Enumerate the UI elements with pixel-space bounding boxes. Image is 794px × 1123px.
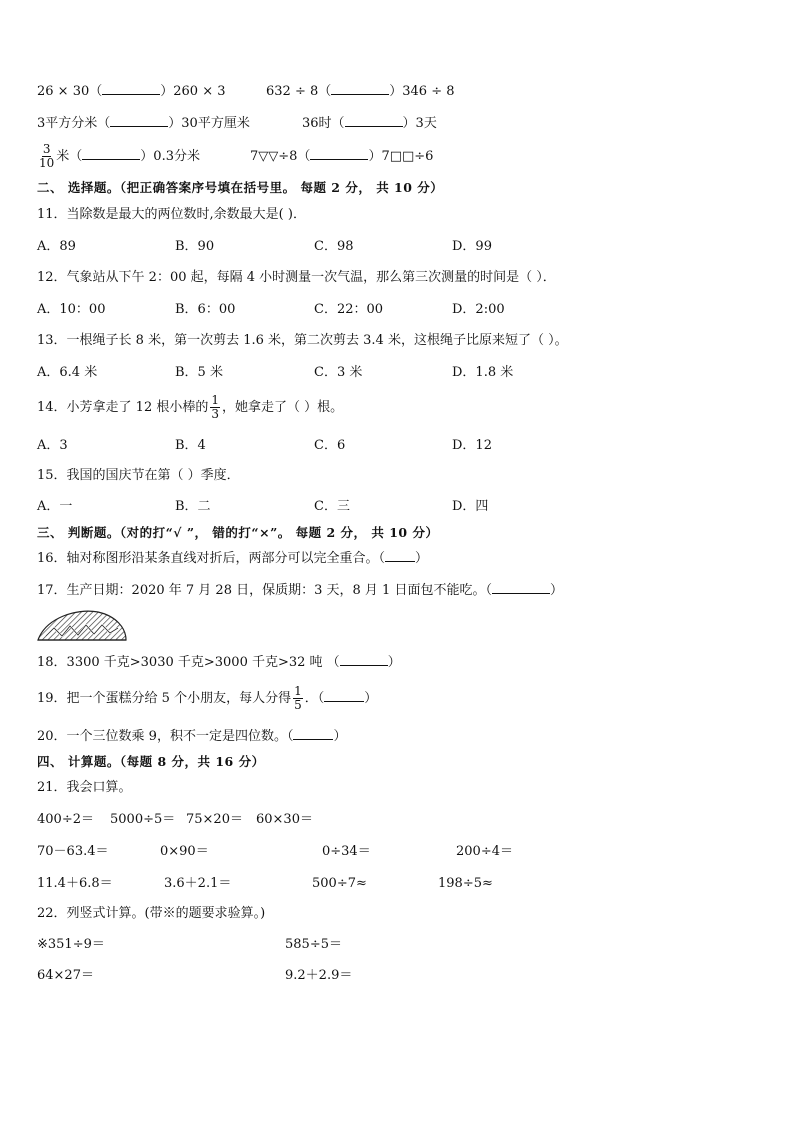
fraction: $\frac{1}{3}$ [211,393,219,421]
option-d[interactable]: D．12 [452,438,492,453]
question-13: 13．一根绳子长 8 米，第一次剪去 1.6 米，第二次剪去 3.4 米，这根绳子比原来短了（ ）。 [37,333,568,348]
oral-calc-item: 75×20＝ [186,812,243,827]
answer-blank[interactable] [492,581,550,594]
question-14: 14．小芳拿走了 12 根小棒的 $\frac{1}{3}$ ，她拿走了（ ）根。 [37,393,344,421]
option-c[interactable]: C．三 [314,499,350,514]
section-heading: 三、 判断题。（对的打“√ ”， 错的打“×”。 每题 2 分， 共 10 分） [37,525,439,540]
option-a[interactable]: A．一 [37,499,73,514]
oral-calc-item: 0÷34＝ [322,844,371,859]
compare-row-2: 3平方分米（ ）30平方厘米 [37,116,250,131]
fraction: $\frac{3}{10}$ [39,142,55,170]
option-d[interactable]: D．1.8 米 [452,365,514,380]
option-d[interactable]: D．99 [452,239,492,254]
option-c[interactable]: C．3 米 [314,365,363,380]
answer-blank[interactable] [345,114,403,127]
oral-calc-item: 3.6＋2.1＝ [164,876,232,891]
question-21-title: 21．我会口算。 [37,780,132,795]
answer-blank[interactable] [340,653,388,666]
option-c[interactable]: C．6 [314,438,346,453]
section-heading: 二、 选择题。（把正确答案序号填在括号里。 每题 2 分， 共 10 分） [37,180,444,195]
answer-blank[interactable] [324,689,364,702]
option-c[interactable]: C．22：00 [314,302,384,317]
vertical-calc-item: 9.2＋2.9＝ [285,968,353,983]
question-22-title: 22．列竖式计算。(带※的题要求验算。) [37,906,266,921]
compare-row-1-b: 632 ÷ 8（ ）346 ÷ 8 [266,84,455,99]
answer-blank[interactable] [385,549,415,562]
question-15: 15．我国的国庆节在第（ ）季度． [37,468,240,483]
answer-blank[interactable] [110,114,168,127]
compare-row-3: $\frac{3}{10}$ 米（ ）0.3分米 [39,142,200,170]
option-d[interactable]: D．四 [452,499,489,514]
answer-blank[interactable] [331,82,389,95]
answer-blank[interactable] [82,147,140,160]
option-a[interactable]: A．89 [37,239,76,254]
option-a[interactable]: A．10：00 [37,302,106,317]
option-b[interactable]: B．90 [175,239,215,254]
section-heading: 四、 计算题。（每题 8 分，共 16 分） [37,754,265,769]
answer-blank[interactable] [102,82,160,95]
vertical-calc-item: 64×27＝ [37,968,94,983]
question-20: 20．一个三位数乘 9，积不一定是四位数。（ ） [37,729,347,744]
option-b[interactable]: B．5 米 [175,365,223,380]
question-16: 16．轴对称图形沿某条直线对折后，两部分可以完全重合。（ ） [37,551,429,566]
fraction: $\frac{1}{5}$ [294,684,302,712]
question-18: 18．3300 千克>3030 千克>3000 千克>32 吨 （ ） [37,655,401,670]
oral-calc-item: 70－63.4＝ [37,844,109,859]
oral-calc-item: 200÷4＝ [456,844,513,859]
oral-calc-item: 0×90＝ [160,844,209,859]
vertical-calc-item: ※351÷9＝ [37,937,105,952]
oral-calc-item: 198÷5≈ [438,876,493,891]
oral-calc-item: 400÷2＝ [37,812,94,827]
option-a[interactable]: A．3 [37,438,68,453]
option-d[interactable]: D．2:00 [452,302,505,317]
question-17: 17．生产日期：2020 年 7 月 28 日，保质期：3 天，8 月 1 日面包不能吃。（ ） [37,583,563,598]
compare-row-3-b: 7▽▽÷8（ ）7□□÷6 [250,149,434,164]
oral-calc-item: 60×30＝ [256,812,313,827]
oral-calc-item: 5000÷5＝ [110,812,176,827]
oral-calc-item: 11.4＋6.8＝ [37,876,113,891]
answer-blank[interactable] [310,147,368,160]
option-b[interactable]: B．二 [175,499,211,514]
answer-blank[interactable] [293,727,333,740]
bread-image [36,606,128,646]
oral-calc-item: 500÷7≈ [312,876,367,891]
question-12: 12．气象站从下午 2：00 起，每隔 4 小时测量一次气温，那么第三次测量的时间是（ ）． [37,270,556,285]
compare-row-1: 26 × 30（ ）260 × 3 [37,84,226,99]
option-b[interactable]: B．4 [175,438,206,453]
option-a[interactable]: A．6.4 米 [37,365,98,380]
option-b[interactable]: B．6：00 [175,302,236,317]
option-c[interactable]: C．98 [314,239,354,254]
compare-row-2-b: 36时（ ）3天 [302,116,437,131]
vertical-calc-item: 585÷5＝ [285,937,342,952]
question-19: 19．把一个蛋糕分给 5 个小朋友，每人分得 $\frac{1}{5}$ ．（ ） [37,684,378,712]
question-11: 11．当除数是最大的两位数时,余数最大是( )． [37,207,306,222]
